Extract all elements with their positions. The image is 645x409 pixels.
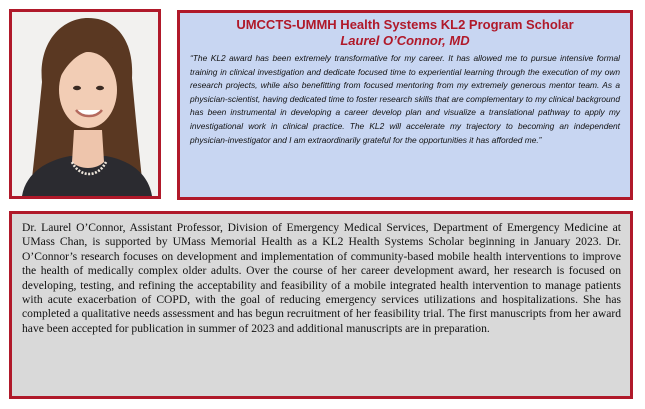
scholar-program-title: UMCCTS-UMMH Health Systems KL2 Program Scholar bbox=[236, 17, 574, 32]
biography-box bbox=[9, 211, 633, 399]
biography-text: Dr. Laurel O’Connor, Assistant Professor, Division of Emergency Medical Services, Department of Emergency Medicine at UMass Chan, is supported by UMass Memorial Health as a KL2 Health Systems Scholar beginning in January 2023. Dr. O’Connor’s research focuses on development and implementation of community-based mobile health interventions to improve the health of medically complex older adults. Over the course of her career development award, her research is focused on developing, testing, and refining the acceptability and feasibility of a mobile integrated health intervention to manage patients with acute exacerbation of COPD, with the goal of reducing emergency services utilizations and hospitalizations. She has completed a qualitative needs assessment and has begun recruitment of her feasibility trial. The first manuscripts from her award have been accepted for publication in summer of 2023 and additional manuscripts are in preparation. bbox=[22, 221, 621, 335]
portrait-illustration bbox=[12, 12, 158, 196]
portrait-photo bbox=[9, 9, 161, 199]
testimonial-box bbox=[177, 10, 633, 200]
testimonial-quote: “The KL2 award has been extremely transformative for my career. It has allowed me to pursue intensive formal training in clinical investigation and dedicate focused time to experiential learning through the execution of my own research projects, while also benefitting from focused mentoring from my extremely generous mentor team. As a physician-scientist, having dedicated time to foster research skills that are complementary to my clinical background has been instrumental in developing a career develop plan and visualize a translational pathway to apply my investigational work in clinical practice. The KL2 will accelerate my trajectory to becoming an independent physician-investigator and I am extraordinarily grateful for the opportunities it has afforded me.” bbox=[190, 53, 620, 145]
scholar-name: Laurel O’Connor, MD bbox=[340, 33, 470, 48]
